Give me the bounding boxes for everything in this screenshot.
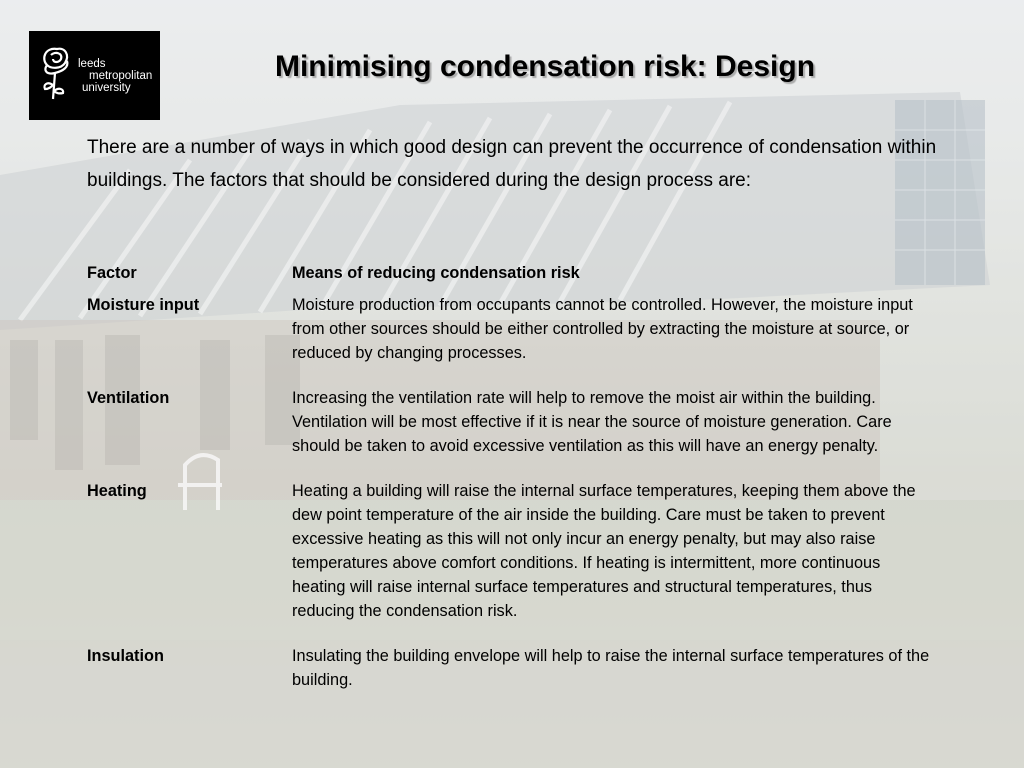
table-row-moisture-input (87, 293, 947, 365)
means-cell: Heating a building will raise the internal surface temperatures, keeping them above the dew point temperature of the air inside the building. Care must be taken to prevent excessive heating as this will not only incur an energy penalty, but may also raise temperatures above comfort conditions. If heating is intermittent, more continuous heating will raise internal surface temperatures and structural temperatures, thus reducing the condensation risk. (292, 482, 916, 620)
intro-paragraph: There are a number of ways in which good design can prevent the occurrence of condensation within buildings. The factors that should be considered during the design process are: (87, 137, 937, 191)
logo-text-metropolitan: metropolitan (89, 70, 153, 82)
factor-cell: Insulation (87, 647, 164, 665)
factor-cell: Ventilation (87, 389, 170, 407)
table-row-insulation (87, 644, 947, 692)
logo-text-leeds: leeds (78, 58, 106, 70)
factors-table (87, 261, 947, 692)
table-row-ventilation (87, 386, 947, 458)
means-cell: Moisture production from occupants cannot be controlled. However, the moisture input from other sources should be either controlled by extracting the moisture at source, or reduced by changing processes. (292, 296, 913, 362)
table-header-row (87, 261, 947, 285)
means-cell: Increasing the ventilation rate will help to remove the moist air within the building. Ventilation will be most effective if it is near the source of moisture generation. Care should be taken to avoid excessive ventilation as this will have an energy penalty. (292, 389, 892, 455)
slide-title: Minimising condensation risk: Design (274, 50, 816, 83)
means-cell: Insulating the building envelope will help to raise the internal surface temperatures of the building. (292, 647, 930, 689)
factor-cell: Heating (87, 482, 147, 500)
header-means: Means of reducing condensation risk (292, 264, 580, 282)
table-row-heating (87, 479, 947, 623)
logo-text-university: university (82, 82, 131, 94)
factor-cell: Moisture input (87, 296, 200, 314)
header-factor: Factor (87, 264, 137, 282)
